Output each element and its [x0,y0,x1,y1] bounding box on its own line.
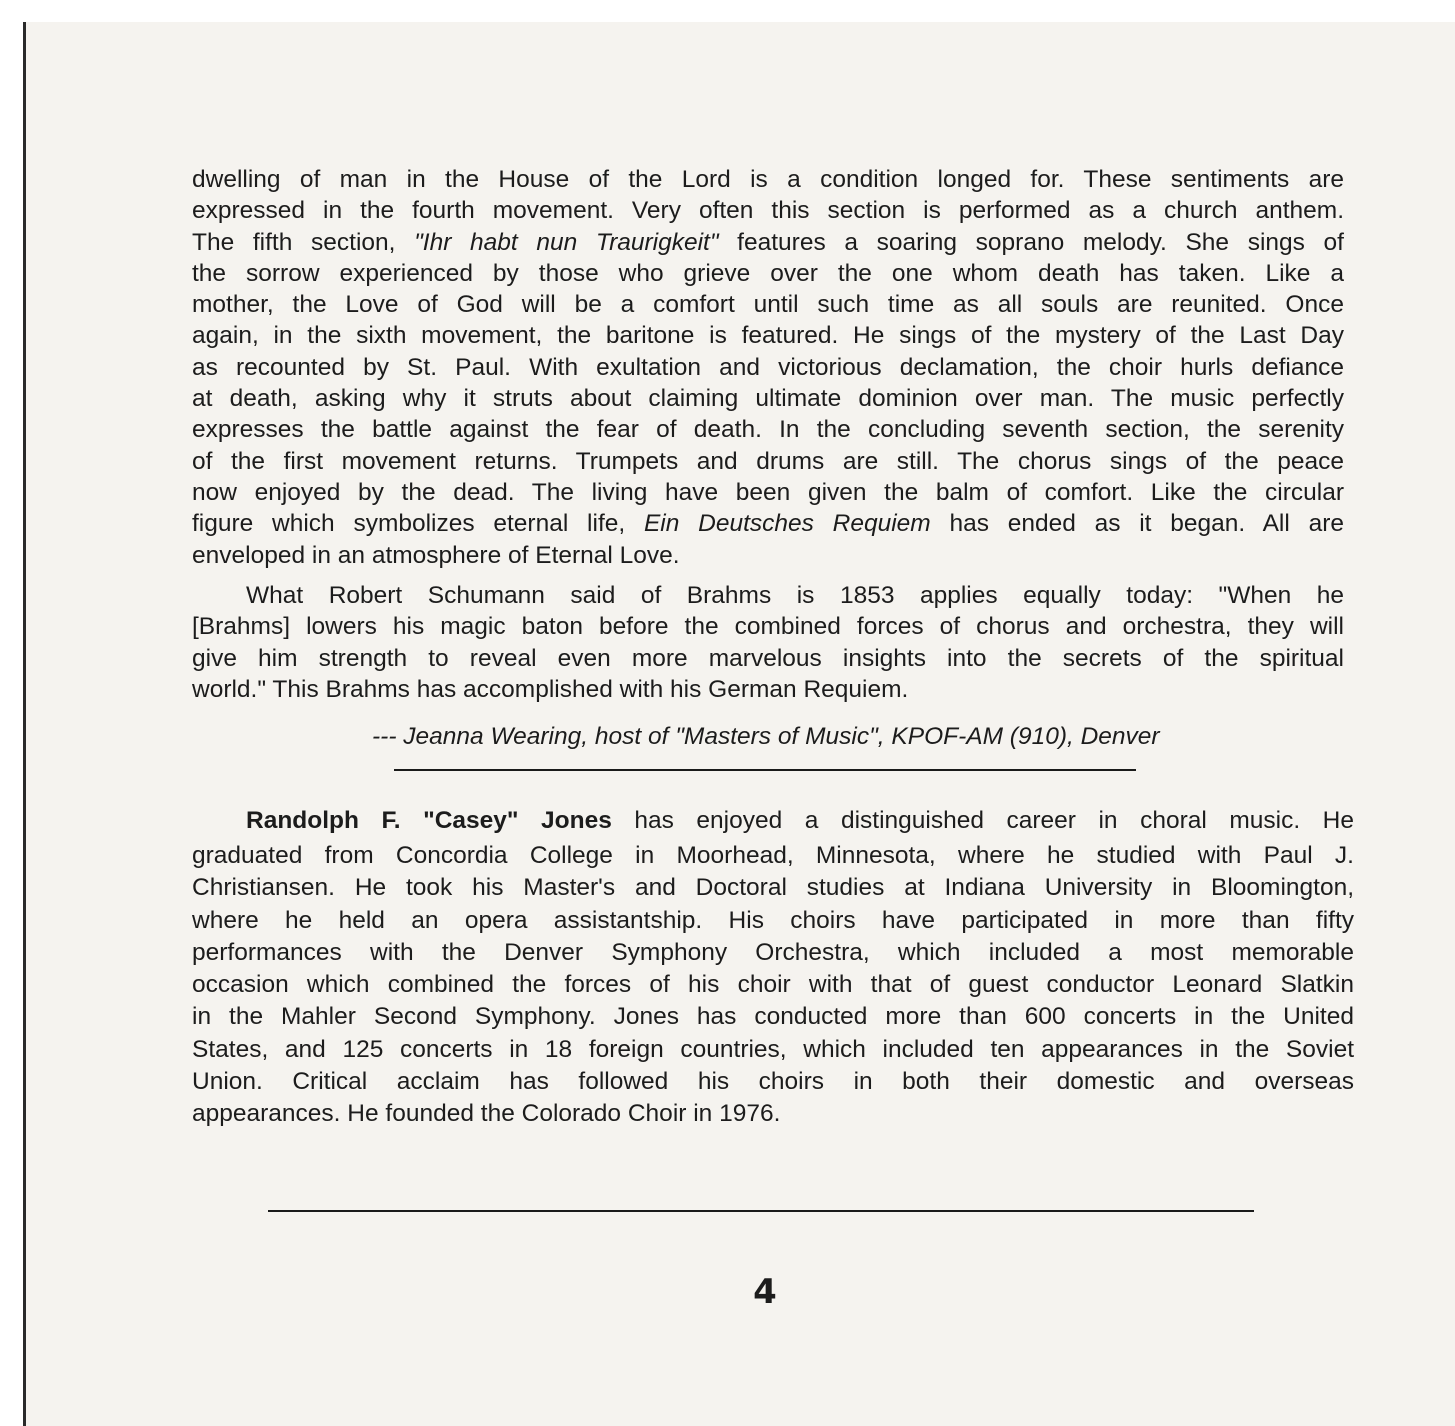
text-line: in the Mahler Second Symphony. Jones has conducted more than 600 concerts in the United [192,1003,1354,1031]
text-line: where he held an opera assistantship. His choirs have participated in more than fifty [192,906,1354,934]
text-line: [Brahms] lowers his magic baton before the combined forces of chorus and orchestra, they will [192,613,1344,641]
text-line [192,508,1344,539]
conductor-name: Randolph F. "Casey" Jones [246,807,612,834]
text-line: States, and 125 concerts in 18 foreign countries, which included ten appearances in the Soviet [192,1035,1354,1063]
footer-divider [268,1210,1254,1212]
text-line: the sorrow experienced by those who grieve over the one whom death has taken. Like a [192,259,1344,287]
text-line: mother, the Love of God will be a comfort until such time as all souls are reunited. Once [192,291,1344,319]
text-line: as recounted by St. Paul. With exultation and victorious declamation, the choir hurls defiance [192,353,1344,381]
essay-paragraph-1 [192,164,1344,571]
essay-signature: --- Jeanna Wearing, host of "Masters of Music", KPOF-AM (910), Denver [372,723,1160,750]
text-line: of the first movement returns. Trumpets and drums are still. The chorus sings of the peace [192,447,1344,475]
text-line: expresses the battle against the fear of death. In the concluding seventh section, the serenity [192,416,1344,444]
text-line: world." This Brahms has accomplished with his German Requiem. [192,675,909,703]
conductor-bio [192,804,1354,1131]
text-run: The fifth section, [192,228,415,256]
text-line: performances with the Denver Symphony Orchestra, which included a most memorable [192,938,1354,966]
text-line: Christiansen. He took his Master's and Doctoral studies at Indiana University in Bloomington, [192,874,1354,902]
section-divider [394,769,1136,771]
text-line: give him strength to reveal even more marvelous insights into the secrets of the spiritual [192,644,1344,672]
text-line [192,804,1354,840]
text-line: enveloped in an atmosphere of Eternal Love. [192,541,680,569]
text-line: What Robert Schumann said of Brahms is 1853 applies equally today: "When he [246,582,1344,609]
text-line: graduated from Concordia College in Moorhead, Minnesota, where he studied with Paul J. [192,842,1354,869]
work-title-italic: Ein Deutsches Requiem [643,510,931,538]
text-line: now enjoyed by the dead. The living have been given the balm of comfort. Like the circular [192,478,1344,506]
text-run: features a soaring soprano melody. She sings of [718,228,1344,256]
essay-paragraph-2 [192,580,1344,705]
page-number: 4 [753,1272,777,1312]
text-line: expressed in the fourth movement. Very often this section is performed as a church anthem. [192,197,1344,225]
movement-title-italic: "Ihr habt nun Traurigkeit" [414,228,719,256]
text-run: has ended as it began. All are [930,510,1344,538]
text-line: at death, asking why it struts about claiming ultimate dominion over man. The music perfectly [192,385,1344,413]
text-line [192,227,1344,258]
text-run: has enjoyed a distinguished career in choral music. He [611,807,1354,834]
text-line: again, in the sixth movement, the baritone is featured. He sings of the mystery of the Last Day [192,322,1344,350]
text-run: figure which symbolizes eternal life, [192,510,644,538]
text-line: appearances. He founded the Colorado Choir in 1976. [192,1100,781,1128]
page-edge-shadow [23,22,26,1426]
text-line: dwelling of man in the House of the Lord is a condition longed for. These sentiments are [192,166,1344,193]
text-line: Union. Critical acclaim has followed his choirs in both their domestic and overseas [192,1068,1354,1096]
text-line: occasion which combined the forces of his choir with that of guest conductor Leonard Slatkin [192,971,1354,999]
